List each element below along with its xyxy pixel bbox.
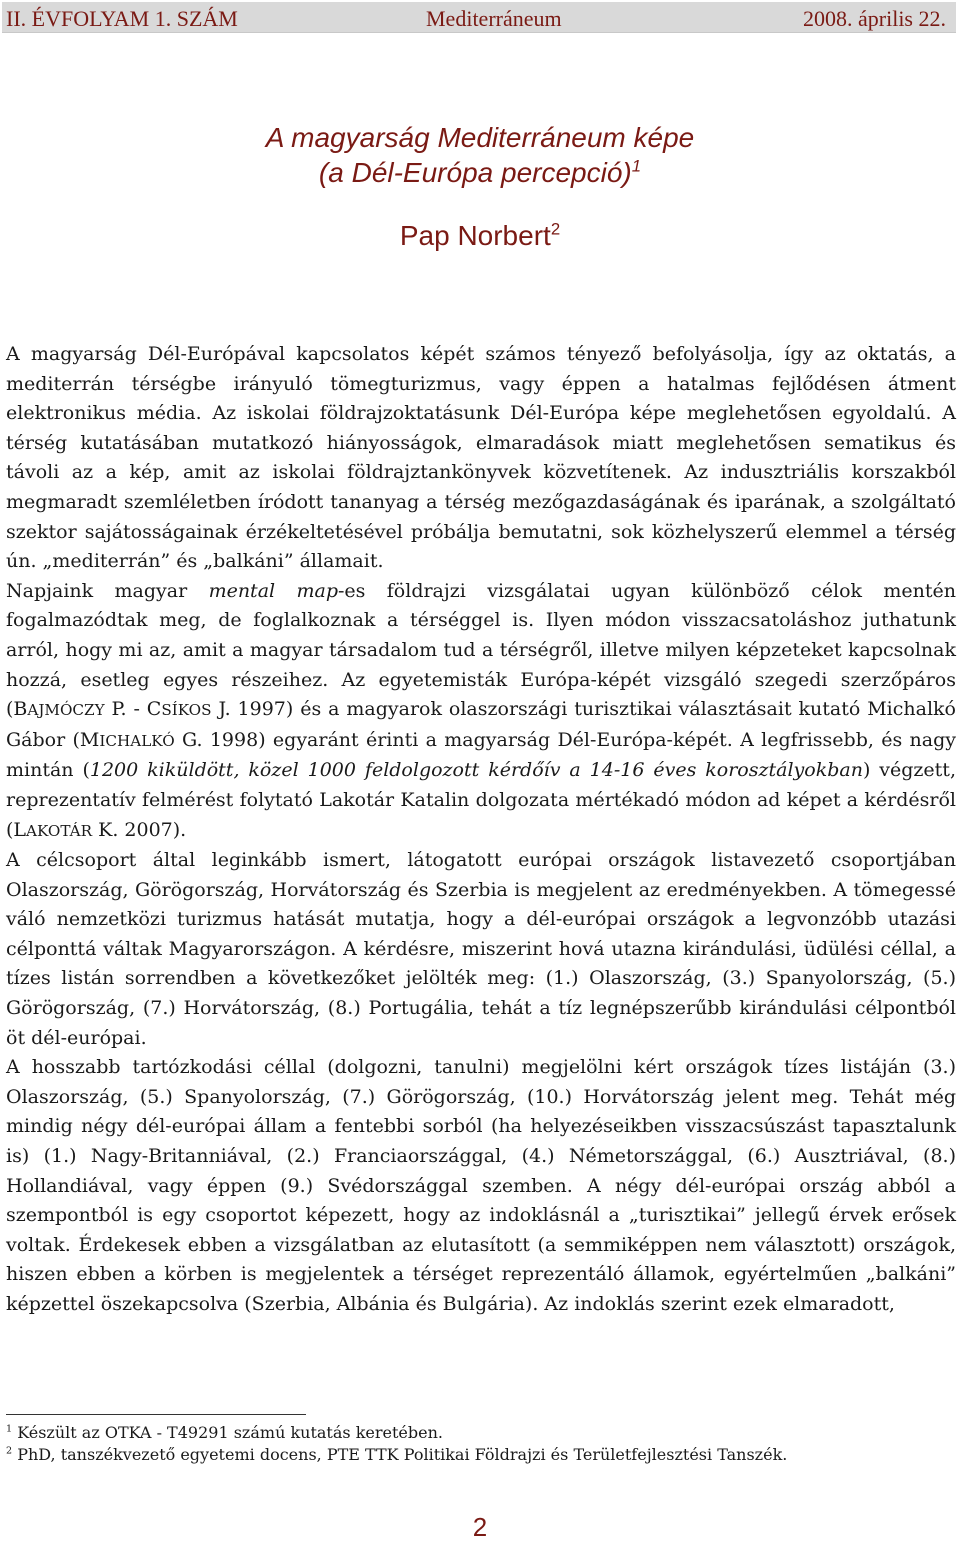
header-journal-title: Mediterráneum xyxy=(426,6,562,31)
paragraph-1: A magyarság Dél-Európával kapcsolatos képét számos tényező befolyásolja, így az oktatás, a mediterrán térségbe irányuló tömegturizmus, vagy éppen a hatalmas fejlődésen átment elektronikus média. Az iskolai földrajzoktatásunk Dél-Európa képe meglehetősen egyoldalú. A térség kutatásában mutatkozó hiányosságok, elmaradások miatt meglehetősen sematikus és távoli az a kép, amit az iskolai földrajztankönyvek közvetítenek. Az indusztriális korszakból megmaradt szemléletben íródott tananyag a térség mezőgazdaságának és iparának, a szolgáltató szektor sajátosságainak érzékeltetésével próbálja bemutatni, sok közhelyszerű elemmel a térség ún. „mediterrán” és „balkáni” államait. xyxy=(6,343,956,573)
footnote-1: $^1$ Készült az OTKA - T49291 számú kutatás keretében. xyxy=(6,1423,443,1442)
article-body xyxy=(6,340,956,1320)
running-header xyxy=(2,2,956,33)
header-date: 2008. április 22. xyxy=(803,6,946,31)
header-volume: II. ÉVFOLYAM 1. SZÁM xyxy=(6,6,238,31)
footnote-separator xyxy=(6,1414,306,1415)
article-title-line2: (a Dél-Európa percepció)$^1$ xyxy=(318,156,642,188)
author-name: Pap Norbert$^2$ xyxy=(399,219,561,251)
footnote-ref-1: 1 xyxy=(631,156,642,176)
footnote-ref-2: 2 xyxy=(550,219,561,239)
article-title-line1: A magyarság Mediterráneum képe xyxy=(265,122,695,153)
paragraph-3: A célcsoport által leginkább ismert, látogatott európai országok listavezető csoportjában Olaszország, Görögország, Horvátország és Szerbia is megjelent az eredményekben. A tömegessé váló nemzetközi turizmus hatását mutatja, hogy a dél-európai országok a legvonzóbb utazási célponttá váltak Magyarországon. A kérdésre, miszerint hová utazna kirándulási, üdülési céllal, a tízes listán sorrendben a következőket jelölték meg: (1.) Olaszország, (3.) Spanyolország, (5.) Görögország, (7.) Horvátország, (8.) Portugália, tehát a tíz legnépszerűbb kirándulási célpontból öt dél-európai. xyxy=(6,849,956,1049)
paragraph-2: Napjaink magyar mental map-es földrajzi vizsgálatai ugyan különböző célok mentén fogalmazódtak meg, de foglalkoznak a térséggel is. Ilyen módon visszacsatoláshoz juthatunk arról, hogy mi az, amit a magyar társadalom tud a térségről, illetve milyen képzeteket kapcsolnak hozzá, esetleg egyes részeihez. Az egyetemisták Európa-képét vizsgáló szegedi szerzőpáros (BAJMÓCZY P. - CSÍKOS J. 1997) és a magyarok olaszországi turisztikai választásait kutató Michalkó Gábor (MICHALKÓ G. 1998) egyaránt érinti a magyarság Dél-Európa-képét. A legfrissebb, és nagy mintán (1200 kiküldött, közel 1000 feldolgozott kérdőív a 14-16 éves korosztályokban) végzett, reprezentatív felmérést folytató Lakotár Katalin dolgozata mértékadó módon ad képet a kérdésről (LAKOTÁR K. 2007). xyxy=(6,579,956,841)
footnote-2: $^2$ PhD, tanszékvezető egyetemi docens, PTE TTK Politikai Földrajzi és Területfejlesztési Tanszék. xyxy=(6,1445,788,1464)
footnotes xyxy=(6,1422,956,1466)
page-number: 2 xyxy=(472,1512,488,1542)
paragraph-4: A hosszabb tartózkodási céllal (dolgozni, tanulni) megjelölni kért országok tízes listáján (3.) Olaszország, (5.) Spanyolország, (7.) Görögország, (10.) Horvátország jelent meg. Tehát még mindig négy dél-európai állam a fentebbi sorból (ha helyezéseikben visszacsúszást tapasztalunk is) (1.) Nagy-Britanniával, (2.) Franciaországgal, (4.) Németországgal, (6.) Ausztriával, (8.) Hollandiával, vagy éppen (9.) Svédországgal szemben. A négy dél-európai ország abból a szempontból is egy csoportot képezett, hogy az indoklásnál a „turisztikai” jellegű érvek erősek voltak. Érdekesek ebben a vizsgálatban az elutasított (a semmiképpen nem választott) országok, hiszen ebben a körben is megjelentek a térséget reprezentáló államok, egyértelműen „balkáni” képzettel öszekapcsolva (Szerbia, Albánia és Bulgária). Az indoklás szerint ezek elmaradott, xyxy=(6,1056,956,1315)
